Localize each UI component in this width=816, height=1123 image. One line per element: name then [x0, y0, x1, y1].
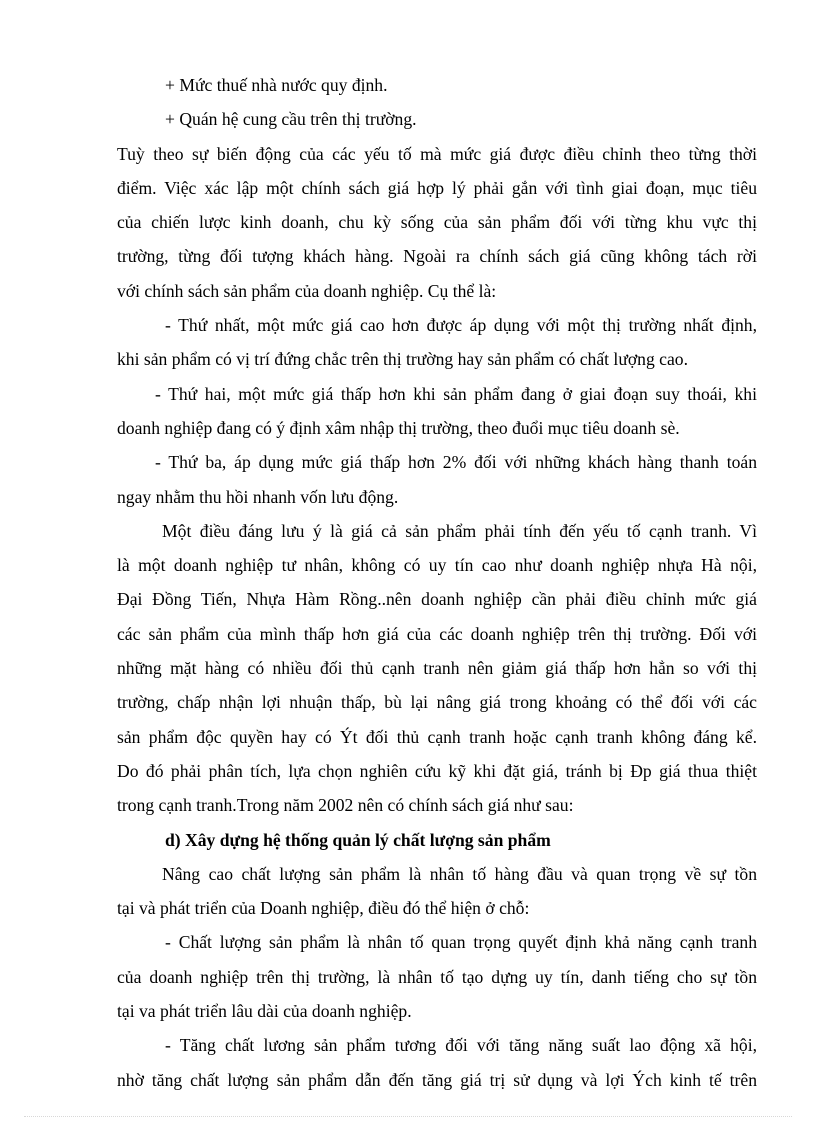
- bullet-tax-rate: + Mức thuế nhà nước quy định.: [165, 75, 388, 95]
- list-item-productivity-cont: nhờ tăng chất lượng sản phẩm dẫn đến tăng giá trị sử dụng và lợi Ých kinh tế trên: [117, 1069, 757, 1090]
- document-page: [117, 68, 757, 1097]
- paragraph-line: của chiến lược kinh doanh, chu kỳ sống của sản phẩm đối với từng khu vực thị: [117, 212, 757, 233]
- paragraph-line: với chính sách sản phẩm của doanh nghiệp. Cụ thể là:: [117, 280, 497, 301]
- paragraph-line: Do đó phải phân tích, lựa chọn nghiên cứu kỹ khi đặt giá, tránh bị Ðp giá thua thiệt: [117, 760, 757, 781]
- paragraph-line: Tuỳ theo sự biến động của các yếu tố mà mức giá được điều chỉnh theo từng thời: [117, 143, 757, 164]
- list-item-second: - Thứ hai, một mức giá thấp hơn khi sản phẩm đang ở giai đoạn suy thoái, khi: [155, 383, 757, 404]
- paragraph-line: Nâng cao chất lượng sản phẩm là nhân tố hàng đầu và quan trọng về sự tồn: [162, 863, 757, 884]
- paragraph-line: sản phẩm độc quyền hay có Ýt đối thủ cạnh tranh hoặc cạnh tranh không đáng kể.: [117, 726, 757, 747]
- paragraph-line: Đại Đồng Tiến, Nhựa Hàm Rồng..nên doanh nghiệp cần phải điều chỉnh mức giá: [117, 589, 757, 610]
- paragraph-line: trong cạnh tranh.Trong năm 2002 nên có chính sách giá như sau:: [117, 795, 574, 816]
- list-item-quality: - Chất lượng sản phẩm là nhân tố quan trọng quyết định khả năng cạnh tranh: [165, 932, 757, 953]
- list-item-quality-cont: của doanh nghiệp trên thị trường, là nhân tố tạo dựng uy tín, danh tiếng cho sự tồn: [117, 966, 757, 987]
- list-item-first-cont: khi sản phẩm có vị trí đứng chắc trên thị trường hay sản phẩm có chất lượng cao.: [117, 349, 688, 370]
- paragraph-line: trường, chấp nhận lợi nhuận thấp, bù lại nâng giá trong khoảng có thể đối với các: [117, 692, 757, 713]
- paragraph-line: những mặt hàng có nhiều đối thủ cạnh tranh nên giảm giá thấp hơn hẳn so với thị: [117, 658, 757, 679]
- list-item-first: - Thứ nhất, một mức giá cao hơn được áp dụng với một thị trường nhất định,: [165, 315, 757, 336]
- paragraph-line: là một doanh nghiệp tư nhân, không có uy tín cao như doanh nghiệp nhựa Hà nội,: [117, 555, 757, 576]
- list-item-third: - Thứ ba, áp dụng mức giá thấp hơn 2% đối với những khách hàng thanh toán: [155, 452, 757, 473]
- list-item-third-cont: ngay nhằm thu hồi nhanh vốn lưu động.: [117, 486, 399, 507]
- list-item-quality-cont: tại va phát triển lâu dài của doanh nghiệp.: [117, 1001, 412, 1022]
- paragraph-line: trường, từng đối tượng khách hàng. Ngoài ra chính sách giá cũng không tách rời: [117, 246, 757, 267]
- section-heading: d) Xây dựng hệ thống quản lý chất lượng sản phẩm: [165, 829, 551, 850]
- bullet-supply-demand: + Quán hệ cung cầu trên thị trường.: [165, 109, 417, 130]
- list-item-productivity: - Tăng chất lương sản phẩm tương đối với tăng năng suất lao động xã hội,: [165, 1035, 757, 1056]
- paragraph-line: tại và phát triển của Doanh nghiệp, điều đó thể hiện ở chỗ:: [117, 898, 530, 919]
- paragraph-line: điểm. Việc xác lập một chính sách giá hợp lý phải gắn với tình giai đoạn, mục tiêu: [117, 177, 757, 198]
- paragraph-line: các sản phẩm của mình thấp hơn giá của các doanh nghiệp trên thị trường. Đối với: [117, 623, 757, 644]
- paragraph-line: Một điều đáng lưu ý là giá cả sản phẩm phải tính đến yếu tố cạnh tranh. Vì: [162, 520, 757, 541]
- list-item-second-cont: doanh nghiệp đang có ý định xâm nhập thị trường, theo đuổi mục tiêu doanh sè.: [117, 417, 680, 438]
- page-bottom-divider: [24, 1116, 792, 1117]
